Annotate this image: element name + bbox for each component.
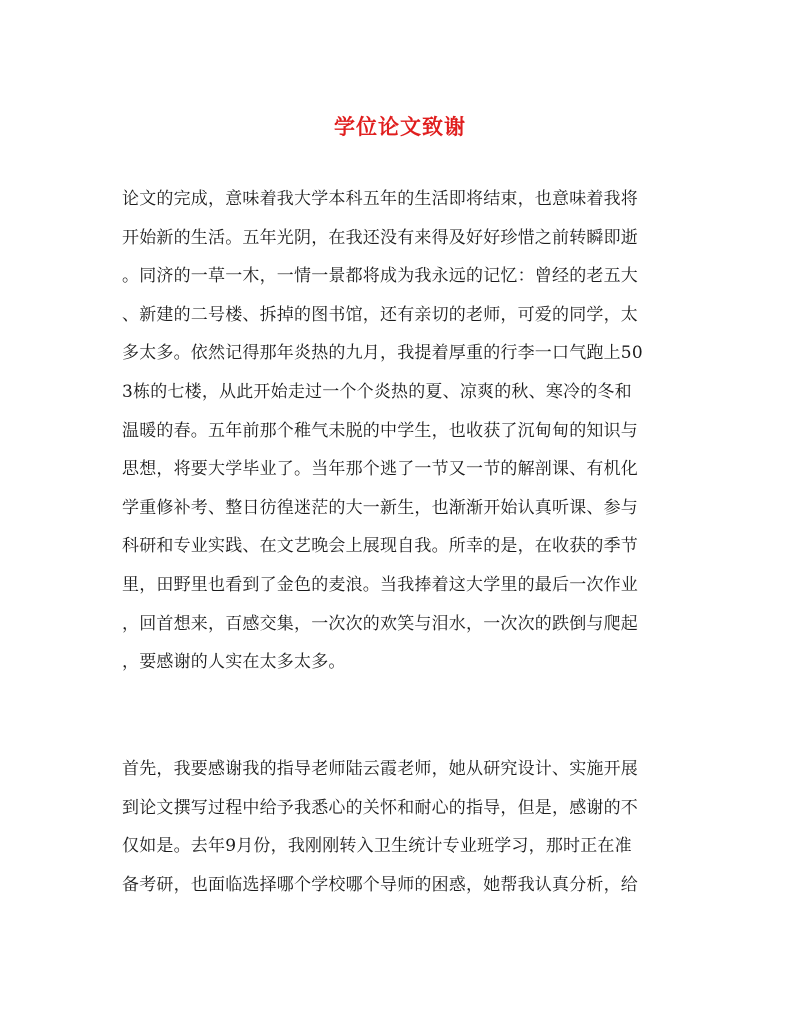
text-line: 仅如是。去年9月份，我刚刚转入卫生统计专业班学习，那时正在准 <box>122 836 632 857</box>
text-line: 首先，我要感谢我的指导老师陆云霞老师，她从研究设计、实施开展 <box>122 759 638 779</box>
text-line: 、新建的二号楼、拆掉的图书馆，还有亲切的老师，可爱的同学，太 <box>122 304 638 325</box>
text-line: 思想，将要大学毕业了。当年那个逃了一节又一节的解剖课、有机化 <box>122 459 638 480</box>
text-line: 备考研，也面临选择哪个学校哪个导师的困惑，她帮我认真分析，给 <box>122 874 638 895</box>
text-line: 到论文撰写过程中给予我悉心的关怀和耐心的指导，但是，感谢的不 <box>122 797 638 818</box>
text-line: 温暖的春。五年前那个稚气未脱的中学生，也收获了沉甸甸的知识与 <box>122 420 638 441</box>
text-line: 3栋的七楼，从此开始走过一个个炎热的夏、凉爽的秋、寒冷的冬和 <box>122 381 632 402</box>
text-line: ，要感谢的人实在太多太多。 <box>122 652 346 673</box>
text-line: 。同济的一草一木，一情一景都将成为我永远的记忆：曾经的老五大 <box>122 266 638 287</box>
text-line: 里，田野里也看到了金色的麦浪。当我捧着这大学里的最后一次作业 <box>122 574 638 595</box>
document-title: 学位论文致谢 <box>334 114 466 139</box>
text-line: 开始新的生活。五年光阴，在我还没有来得及好好珍惜之前转瞬即逝 <box>122 227 638 248</box>
text-line: 科研和专业实践、在文艺晚会上展现自我。所幸的是，在收获的季节 <box>122 536 638 557</box>
text-line: 论文的完成，意味着我大学本科五年的生活即将结束，也意味着我将 <box>122 189 638 209</box>
paragraph-intro <box>122 180 682 682</box>
text-line: 多太多。依然记得那年炎热的九月，我提着厚重的行李一口气跑上50 <box>122 343 643 364</box>
paragraph-thanks-advisor <box>122 750 682 904</box>
text-line: ，回首想来，百感交集，一次次的欢笑与泪水，一次次的跌倒与爬起 <box>122 613 638 634</box>
text-line: 学重修补考、整日彷徨迷茫的大一新生，也渐渐开始认真听课、参与 <box>122 497 638 518</box>
